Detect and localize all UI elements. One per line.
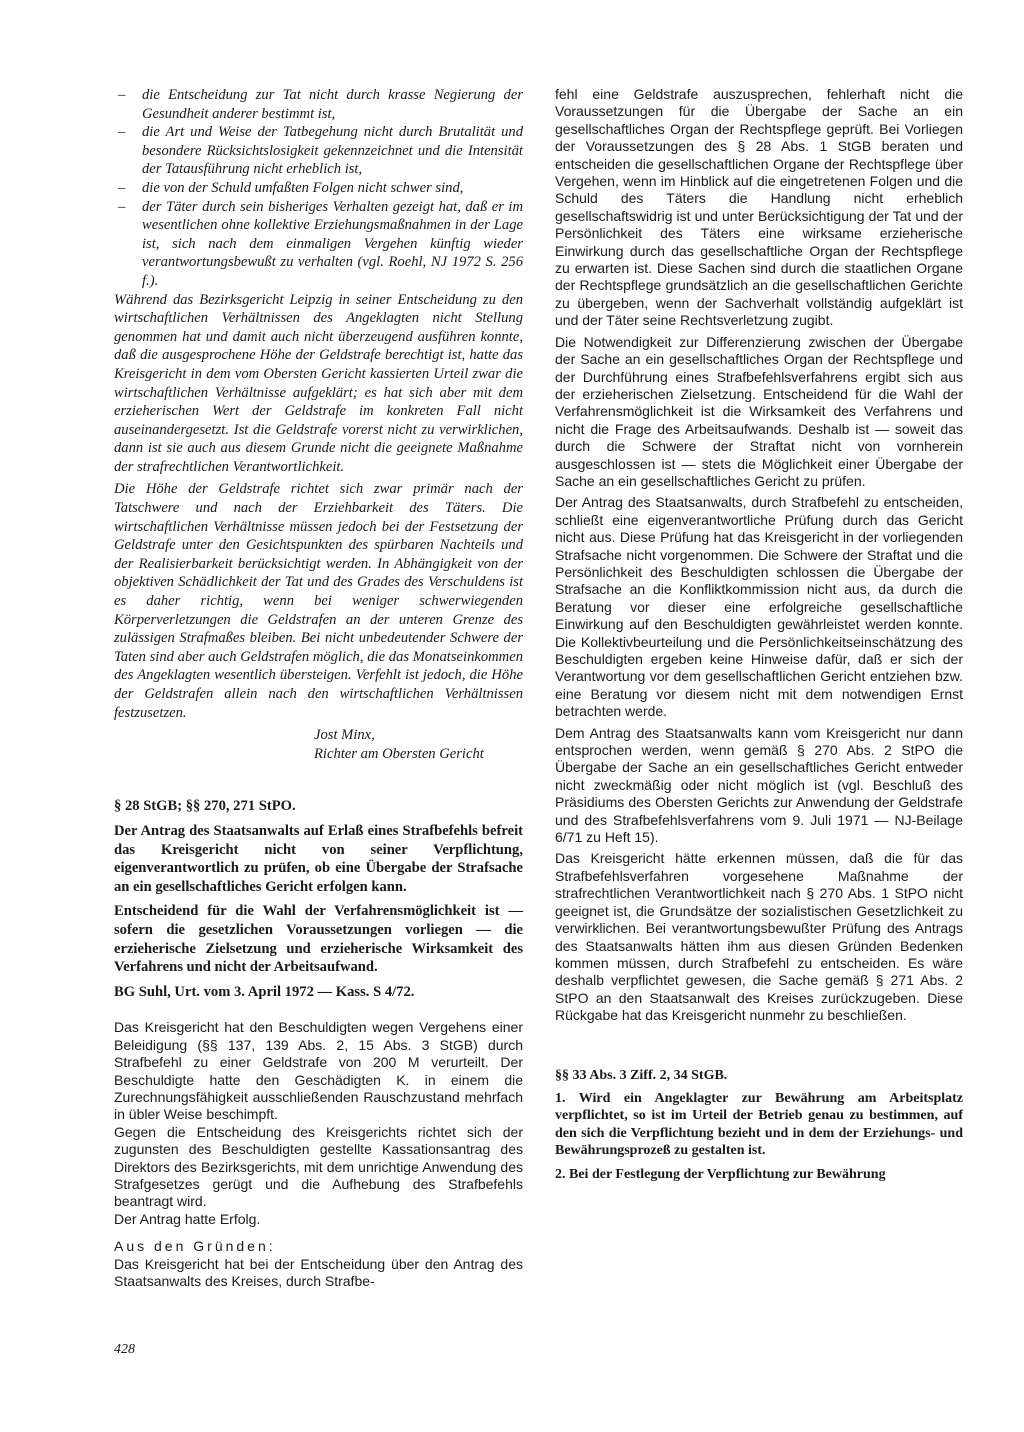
paragraph: Während das Bezirksgericht Leipzig in seiner Entscheidung zu den wirtschaftlichen Verhältnissen des Angeklagten nicht Stellung genommen hat und damit auch nicht überzeugend ausführen konnte, daß die ausgesprochene Höhe der Geldstrafe berechtigt ist, hatte das Kreisgericht in dem vom Obersten Gericht kassierten Urteil zwar die wirtschaftlichen Verhältnisse aufgeklärt; es hat sich aber mit dem erzieherischen Wert der Geldstrafe im konkreten Fall nicht auseinandergesetzt. Ist die Geldstrafe vorerst nicht zu verwirklichen, dann ist sie auch aus diesem Grunde nicht die geeignete Maßnahme der strafrechtlichen Verantwortlichkeit. <box>114 291 523 475</box>
paragraph: Der Antrag hatte Erfolg. <box>114 1210 261 1227</box>
page-number: 428 <box>114 1342 135 1357</box>
paragraph: Dem Antrag des Staatsanwalts kann vom Kreisgericht nur dann entsprochen werden, wenn gemäß § 270 Abs. 2 StPO die Übergabe der Sache an ein gesellschaftliches Gericht entweder nicht zweckmäßig oder nicht möglich ist (vgl. Beschluß des Präsidiums des Obersten Gerichts zur Anwendung der Geldstrafe und des Strafbefehlsverfahrens vom 9. Juli 1971 — NJ-Beilage 6/71 zu Heft 15). <box>555 724 963 846</box>
section-heading: § 28 StGB; §§ 270, 271 StPO. <box>114 798 296 815</box>
lead-paragraph: 1. Wird ein Angeklagter zur Bewährung am Arbeitsplatz verpflichtet, so ist im Urteil der Betrieb genau zu bestimmen, auf den sich die Verpflichtung bezieht und in dem der Erziehungs- und Bewährungsprozeß zu gestalten ist. <box>555 1090 963 1159</box>
bullet-item: – der Täter durch sein bisheriges Verhalten gezeigt hat, daß er im wesentlichen ohne kollektive Erziehungsmaßnahmen in der Lage ist, sich nach dem einmaligen Vergehen künftig wieder verantwortungsbewußt zu verhalten (vgl. Roehl, NJ 1972 S. 256 f.). <box>114 198 523 291</box>
paragraph: Das Kreisgericht hätte erkennen müssen, daß die für das Strafbefehlsverfahren vorgesehene Maßnahme der strafrechtlichen Verantwortlichkeit nach § 270 Abs. 1 StPO nicht geeignet ist, die Grundsätze der sozialistischen Gesetzlichkeit zu verwirklichen. Bei verantwortungsbewußter Prüfung des Antrags des Staatsanwalts hätten ihm aus diesen Gründen Bedenken kommen müssen, durch Strafbefehl zu entscheiden. Es wäre deshalb verpflichtet gewesen, die Sache gemäß § 271 Abs. 2 StPO an den Staatsanwalt des Kreises zurückzugeben. Diese Rückgabe hat das Kreisgericht nunmehr zu beschließen. <box>555 850 963 1024</box>
section-heading: §§ 33 Abs. 3 Ziff. 2, 34 StGB. <box>555 1067 728 1083</box>
bullet-item: – die Entscheidung zur Tat nicht durch krasse Negierung der Gesundheit anderer bestimmt ist, <box>114 86 523 123</box>
lead-paragraph: Der Antrag des Staatsanwalts auf Erlaß eines Strafbefehls befreit das Kreisgericht nicht von seiner Verpflichtung, eigenverantwortlich zu prüfen, ob eine Übergabe der Strafsache an ein gesellschaftliches Gericht erfolgen kann. <box>114 822 523 895</box>
paragraph: Die Höhe der Geldstrafe richtet sich zwar primär nach der Tatschwere und nach der Erziehbarkeit des Täters. Die wirtschaftlichen Verhältnisse müssen jedoch bei der Festsetzung der Geldstrafe unter den Gesichtspunkten des spürbaren Nachteils und der Realisierbarkeit berücksichtigt werden. In Abhängigkeit von der objektiven Schädlichkeit der Tat und des Grades des Verschuldens ist es daher richtig, wenn bei weniger schwerwiegenden Körperverletzungen die Geldstrafen an der unteren Grenze des zulässigen Strafmaßes bleiben. Bei nicht unbedeutender Schwere der Taten sind aber auch Geldstrafen möglich, die das Monatseinkommen des Angeklagten wesentlich übersteigen. Verfehlt ist jedoch, die Höhe der Geldstrafen allein nach den wirtschaftlichen Verhältnissen festzusetzen. <box>114 481 523 721</box>
court-citation: BG Suhl, Urt. vom 3. April 1972 — Kass. S 4/72. <box>114 983 415 1000</box>
author-title: Richter am Obersten Gericht <box>314 745 484 762</box>
left-column <box>114 86 523 1290</box>
paragraph: Das Kreisgericht hat den Beschuldigten wegen Vergehens einer Beleidigung (§§ 137, 139 Abs. 2, 15 Abs. 3 StGB) durch Strafbefehl zu einer Geldstrafe von 200 M verurteilt. Der Beschuldigte hatte den Geschädigten K. in einem die Zurechnungsfähigkeit ausschließenden Rauschzustand mehrfach in übler Weise beschimpft. <box>114 1019 523 1123</box>
lead-paragraph: 2. Bei der Festlegung der Verpflichtung zur Bewährung <box>555 1166 886 1182</box>
subheading: Aus den Gründen: <box>114 1238 276 1255</box>
author-name: Jost Minx, <box>314 727 375 744</box>
paragraph: Gegen die Entscheidung des Kreisgerichts richtet sich der zugunsten des Beschuldigten gestellte Kassationsantrag des Direktors des Bezirksgerichts, mit dem unrichtige Anwendung des Strafgesetzes gerügt und die Aufhebung des Strafbefehls beantragt wird. <box>114 1123 523 1210</box>
paragraph: Die Notwendigkeit zur Differenzierung zwischen der Übergabe der Sache an ein gesellschaftliches Organ der Rechtspflege und der Durchführung eines Strafbefehlsverfahrens ergibt sich aus der erzieherischen Zielsetzung. Entscheidend für die Wahl der Verfahrensmöglichkeit ist die Wirksamkeit des Verfahrens und nicht die Frage des Arbeitsaufwands. Deshalb ist — soweit das durch die Schwere der Straftat nicht von vornherein ausgeschlossen ist — stets die Möglichkeit einer Übergabe der Sache an ein gesellschaftliches Gericht zu prüfen. <box>555 333 963 489</box>
bullet-item: – die von der Schuld umfaßten Folgen nicht schwer sind, <box>114 179 523 198</box>
right-column <box>555 86 963 1189</box>
paragraph: Der Antrag des Staatsanwalts, durch Strafbefehl zu entscheiden, schließt eine eigenverantwortliche Prüfung durch das Gericht nicht aus. Diese Prüfung hat das Kreisgericht in der vorliegenden Strafsache nicht vorgenommen. Die Schwere der Straftat und die Persönlichkeit des Beschuldigten schlossen die Übergabe der Strafsache an die Konfliktkommission nicht aus, da durch die Beratung vor dieser eine erfolgreiche gesellschaftliche Einwirkung auf den Beschuldigten gewährleistet werden konnte. Die Kollektivbeurteilung und die Persönlichkeitseinschätzung des Beschuldigten ergeben keine Hinweise dafür, daß er sich der Verantwortung vor dem gesellschaftlichen Gericht entziehen bzw. eine Beratung vor diesem nicht mit dem notwendigen Ernst betrachten werde. <box>555 494 963 720</box>
lead-paragraph: Entscheidend für die Wahl der Verfahrensmöglichkeit ist — sofern die gesetzlichen Voraussetzungen vorliegen — die erzieherische Zielsetzung und erzieherische Wirksamkeit des Verfahrens und nicht der Arbeitsaufwand. <box>114 903 523 976</box>
bullet-item: – die Art und Weise der Tatbegehung nicht durch Brutalität und besondere Rücksichtslosigkeit gekennzeichnet und die Intensität der Tatausführung nicht erheblich ist, <box>114 123 523 179</box>
paragraph: fehl eine Geldstrafe auszusprechen, fehlerhaft nicht die Voraussetzungen für die Übergabe der Sache an ein gesellschaftliches Organ der Rechtspflege geprüft. Bei Vorliegen der Voraussetzungen des § 28 Abs. 1 StGB beraten und entscheiden die gesellschaftlichen Organe der Rechtspflege über Vergehen, wenn im Hinblick auf die eingetretenen Folgen und die Schuld des Täters die Handlung nicht erheblich gesellschaftswidrig ist und unter Berücksichtigung der Tat und der Persönlichkeit des Täters eine wirksame erzieherische Einwirkung durch das gesellschaftliche Organ der Rechtspflege zu erwarten ist. Diese Sachen sind durch die staatlichen Organe der Rechtspflege grundsätzlich an die gesellschaftlichen Gerichte zu übergeben, wenn der Sachverhalt vollständig aufgeklärt ist und der Täter seine Rechtsverletzung zugibt. <box>555 86 963 329</box>
paragraph: Das Kreisgericht hat bei der Entscheidung über den Antrag des Staatsanwalts des Kreises, durch Strafbe- <box>114 1255 523 1289</box>
